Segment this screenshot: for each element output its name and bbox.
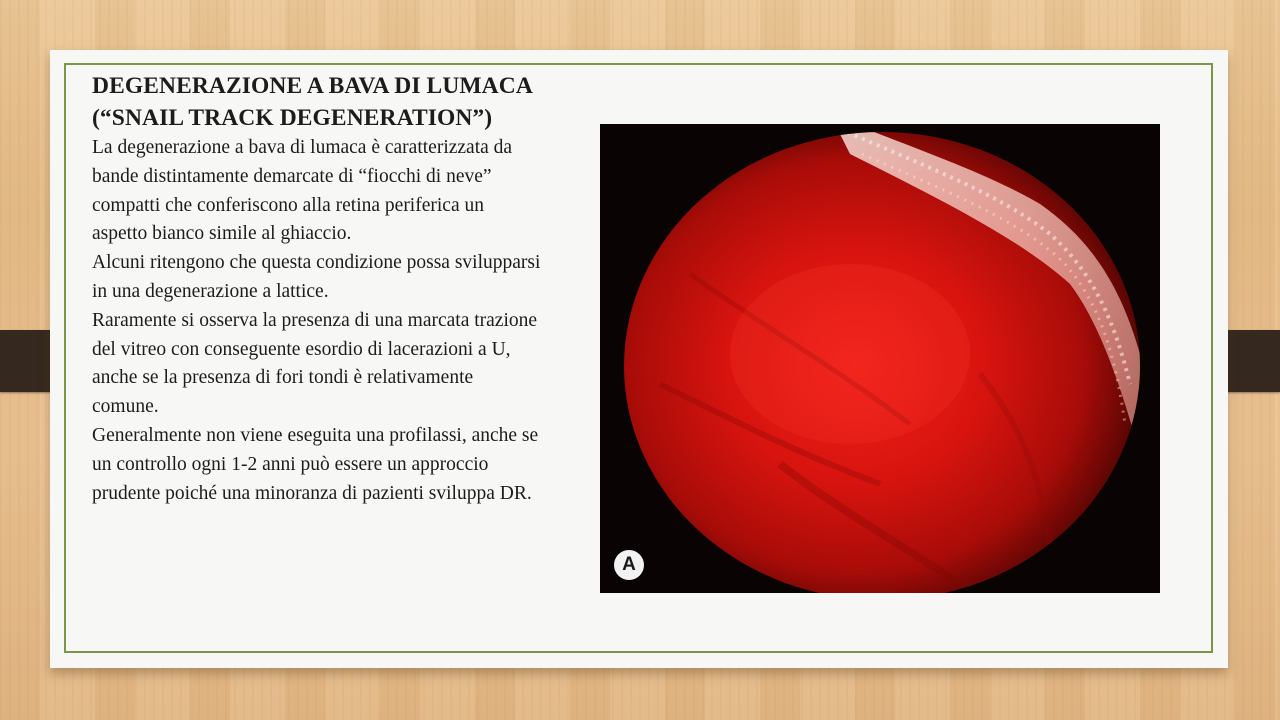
paragraph-prophylaxis: Generalmente non viene eseguita una profilassi, anche se un controllo ogni 1-2 anni può essere un approccio prudente poiché una minoranza di pazienti sviluppa DR. — [92, 424, 539, 504]
paragraph-description: La degenerazione a bava di lumaca è caratterizzata da bande distintamente demarcate di “fiocchi di neve” compatti che conferiscono alla retina periferica un aspetto bianco simile al ghiaccio. — [92, 137, 513, 245]
paragraph-traction: Raramente si osserva la presenza di una marcata trazione del vitreo con conseguente esordio di lacerazioni a U, anche se la presenza di fori tondi è relativamente comune. — [92, 309, 538, 418]
text-block — [92, 70, 542, 508]
slide-card — [50, 50, 1228, 668]
slide-title: DEGENERAZIONE A BAVA DI LUMACA (“SNAIL TRACK DEGENERATION”) — [92, 73, 532, 131]
panel-label-badge: A — [614, 550, 644, 580]
paragraph-lattice: Alcuni ritengono che questa condizione possa svilupparsi in una degenerazione a lattice. — [92, 252, 541, 302]
fundus-image — [600, 124, 1160, 593]
fundus-photo — [600, 124, 1160, 593]
